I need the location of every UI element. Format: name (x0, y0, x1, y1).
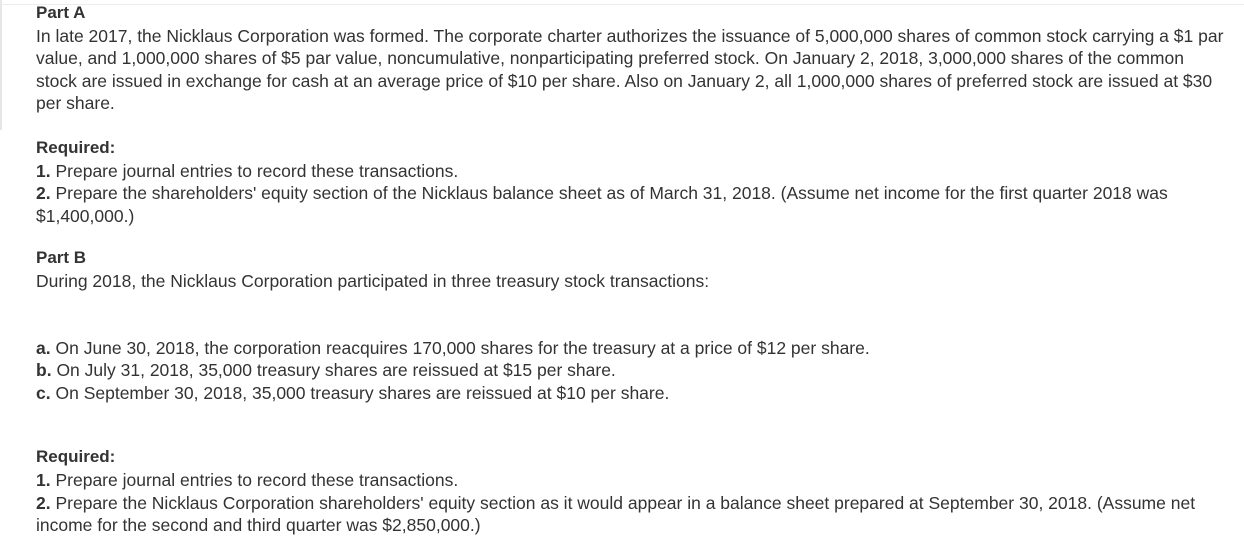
part-a-required (36, 137, 1226, 227)
transaction-list (36, 337, 1226, 405)
item-text: On June 30, 2018, the corporation reacquires 170,000 shares for the treasury at a price of $12 per share. (55, 337, 870, 358)
part-b-heading: Part B (36, 248, 87, 268)
part-a-required-item-2 (36, 182, 1226, 227)
part-a-heading: Part A (36, 3, 86, 22)
item-number: 2. (36, 492, 51, 513)
transaction-item-a (36, 337, 1226, 360)
item-text: Prepare the Nicklaus Corporation shareholders' equity section as it would appear in a balance sheet prepared at September 30, 2018. (Assume net income for the second and third quarter was $2,850,000.) (36, 492, 1196, 536)
item-letter: c. (36, 382, 51, 403)
part-b-required-item-2 (36, 492, 1226, 537)
part-b-intro: During 2018, the Nicklaus Corporation participated in three treasury stock transactions: (36, 270, 710, 291)
part-b-required-heading: Required: (36, 447, 116, 467)
item-text: On September 30, 2018, 35,000 treasury shares are reissued at $10 per share. (55, 382, 670, 403)
transaction-item-c (36, 382, 1226, 405)
part-b-required (36, 446, 1226, 536)
item-text: Prepare journal entries to record these transactions. (55, 160, 459, 181)
item-text: Prepare journal entries to record these transactions. (55, 469, 459, 490)
transaction-item-b (36, 359, 1226, 382)
part-a-required-heading: Required: (36, 137, 116, 157)
item-letter: a. (36, 337, 51, 358)
part-a-required-item-1 (36, 160, 1226, 183)
part-a-section (36, 2, 1226, 227)
item-text: Prepare the shareholders' equity section of the Nicklaus balance sheet as of March 31, 2018. (Assume net income for the first quarter 2018 was $1,400,000.) (36, 183, 1168, 226)
item-number: 1. (36, 160, 51, 181)
part-b-section (36, 247, 1226, 536)
part-a-paragraph: In late 2017, the Nicklaus Corporation was formed. The corporate charter authorizes the issuance of 5,000,000 shares of common stock carrying a $1 par value, and 1,000,000 shares of $5 par value, noncumulative, nonparticipating preferred stock. On January 2, 2018, 3,000,000 shares of the common stock are issued in exchange for cash at an average price of $10 per share. Also on January 2, all 1,000,000 shares of preferred stock are issued at $30 per share. (36, 25, 1224, 114)
item-number: 1. (36, 469, 51, 490)
left-divider (0, 0, 2, 130)
item-letter: b. (36, 360, 52, 381)
item-number: 2. (36, 183, 51, 204)
item-text: On July 31, 2018, 35,000 treasury shares are reissued at $15 per share. (56, 360, 616, 381)
problem-content (36, 2, 1226, 537)
part-b-required-item-1 (36, 469, 1226, 492)
